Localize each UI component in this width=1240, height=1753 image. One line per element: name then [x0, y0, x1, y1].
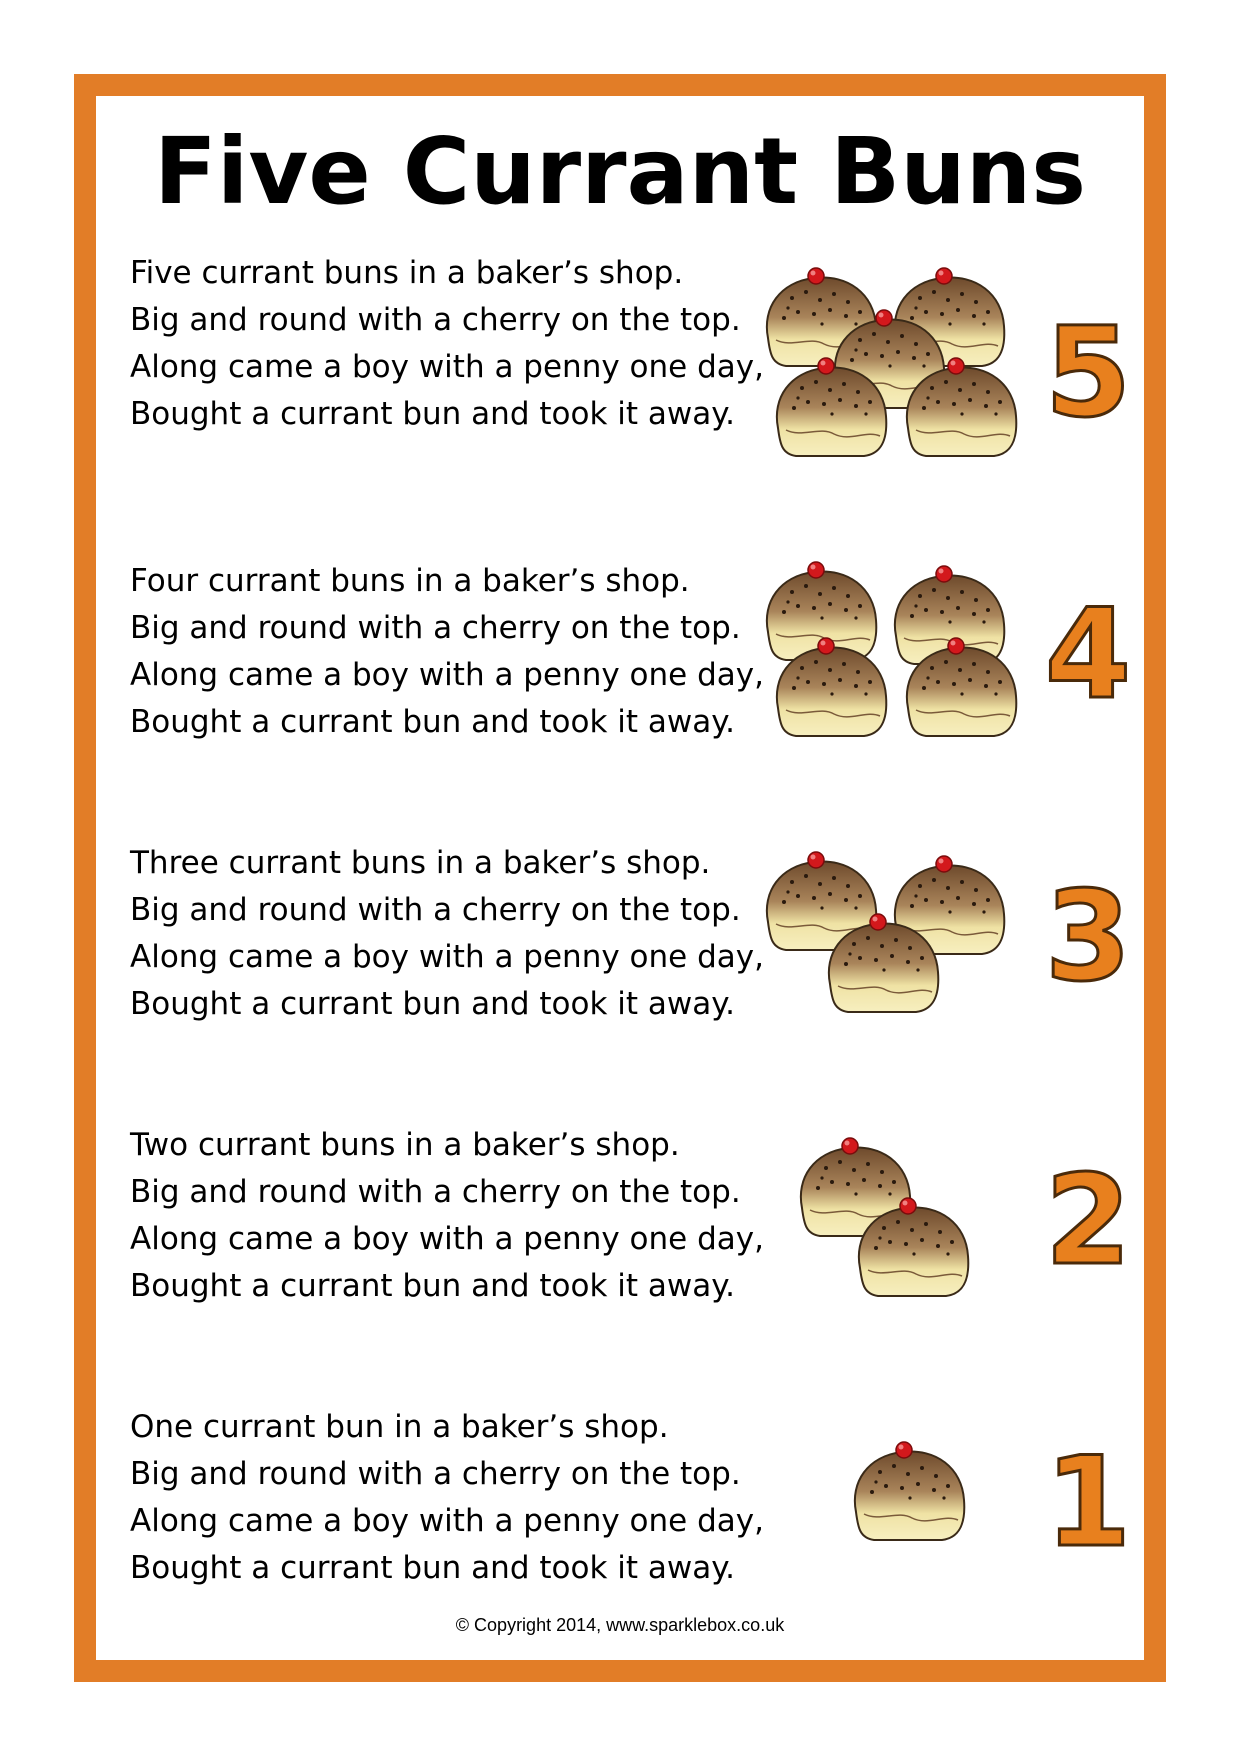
verse-line: Along came a boy with a penny one day,: [130, 939, 764, 975]
verse-number-3: [1028, 864, 1148, 1004]
verse-1: [130, 1404, 790, 1592]
verse-number-4: [1028, 582, 1148, 722]
page-title: Five Currant Buns: [154, 118, 1086, 225]
verse-2: [130, 1122, 790, 1310]
verse-line: Bought a currant bun and took it away.: [130, 986, 735, 1022]
verse-line: Two currant buns in a baker’s shop.: [130, 1127, 680, 1163]
verse-line: Four currant buns in a baker’s shop.: [130, 563, 690, 599]
verse-line: Bought a currant bun and took it away.: [130, 704, 735, 740]
verse-line: Along came a boy with a penny one day,: [130, 657, 764, 693]
verse-4: [130, 558, 790, 746]
verse-line: Along came a boy with a penny one day,: [130, 349, 764, 385]
bun-icon: [855, 1442, 964, 1540]
verse-line: Big and round with a cherry on the top.: [130, 1456, 741, 1492]
verse-line: One currant bun in a baker’s shop.: [130, 1409, 669, 1445]
verse-5: [130, 250, 790, 438]
verse-line: Along came a boy with a penny one day,: [130, 1221, 764, 1257]
svg-text:4: 4: [1044, 583, 1132, 722]
svg-text:2: 2: [1044, 1149, 1132, 1288]
buns-illustration-1: [846, 1430, 986, 1560]
svg-text:5: 5: [1044, 301, 1132, 440]
verse-line: Big and round with a cherry on the top.: [130, 302, 741, 338]
verse-line: Big and round with a cherry on the top.: [130, 892, 741, 928]
buns-illustration-4: [762, 552, 1032, 752]
verse-3: [130, 840, 790, 1028]
verse-line: Five currant buns in a baker’s shop.: [130, 255, 684, 291]
verse-line: Bought a currant bun and took it away.: [130, 1268, 735, 1304]
svg-text:1: 1: [1044, 1431, 1132, 1570]
verse-line: Bought a currant bun and took it away.: [130, 1550, 735, 1586]
svg-text:3: 3: [1044, 865, 1132, 1004]
verse-number-1: [1028, 1430, 1148, 1570]
verse-line: Along came a boy with a penny one day,: [130, 1503, 764, 1539]
verse-line: Big and round with a cherry on the top.: [130, 610, 741, 646]
verse-line: Bought a currant bun and took it away.: [130, 396, 735, 432]
buns-illustration-3: [762, 842, 1032, 1042]
verse-number-5: [1028, 300, 1148, 440]
verse-number-2: [1028, 1148, 1148, 1288]
buns-illustration-2: [796, 1128, 996, 1328]
copyright-notice: © Copyright 2014, www.sparklebox.co.uk: [455, 1615, 785, 1635]
buns-illustration-5: [762, 248, 1032, 468]
verse-line: Big and round with a cherry on the top.: [130, 1174, 741, 1210]
verse-line: Three currant buns in a baker’s shop.: [130, 845, 711, 881]
